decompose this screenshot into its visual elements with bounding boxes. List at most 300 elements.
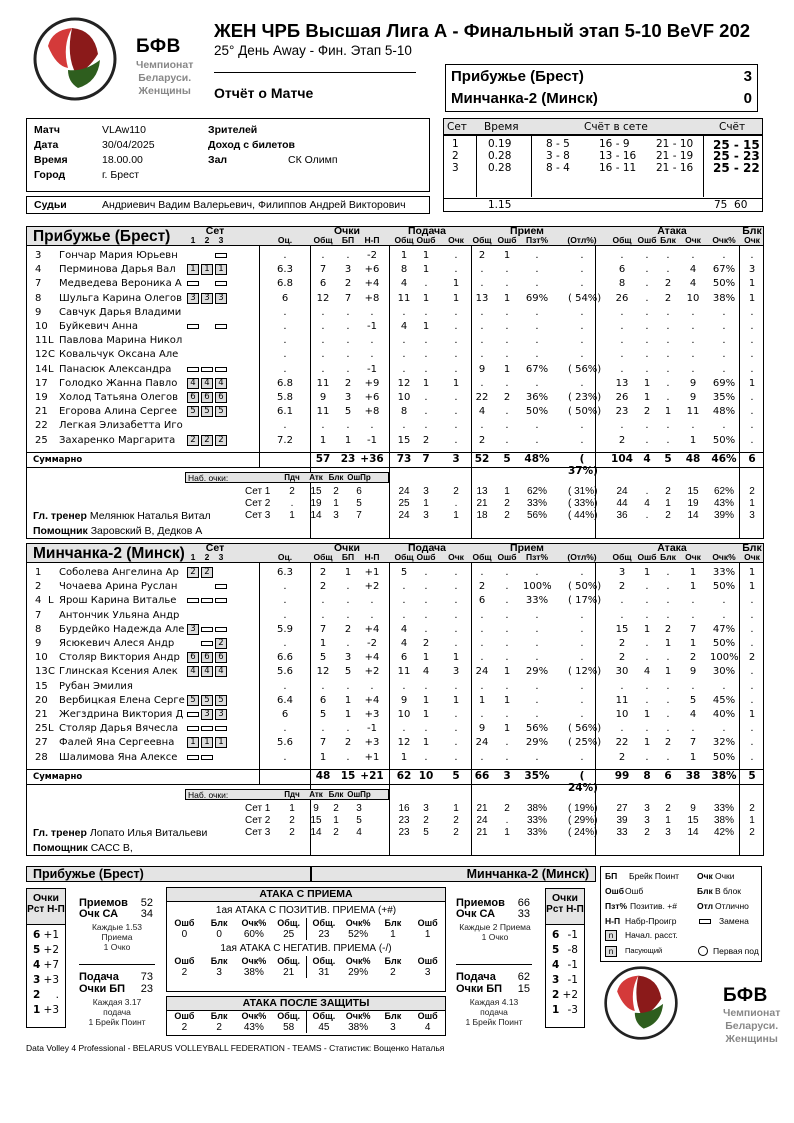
player-name: Антончик Ульяна Андр	[59, 609, 180, 621]
stat-cell: 2	[664, 278, 672, 290]
stat-cell: 1	[664, 666, 672, 678]
substitution-icon	[187, 726, 199, 731]
stat-cell: 2	[344, 278, 352, 290]
set-points-sub-header: Пдч	[284, 472, 300, 482]
attack-value: 4	[424, 1022, 431, 1033]
rotation-row	[31, 989, 63, 1004]
stat-cell: .	[321, 680, 325, 692]
stat-cell: .	[454, 581, 458, 593]
stat-cell: .	[321, 595, 325, 607]
starting-position-box: 2	[187, 435, 199, 446]
summary-cell: 8	[643, 769, 651, 782]
set-stat-cell: ( 31%)	[568, 485, 598, 497]
rotation-number: 6	[33, 929, 41, 941]
attack-col-header: Общ.	[277, 956, 300, 966]
player-row	[27, 320, 763, 334]
player-set-positions	[187, 595, 229, 606]
stat-cell: 11	[316, 377, 330, 389]
page-subtitle: 25° День Away - Фин. Этап 5-10	[214, 43, 412, 58]
rotation-header: Очки Рст Н-П	[27, 889, 65, 925]
stat-cell: 4	[643, 666, 651, 678]
attack-col-header: Ошб	[417, 1011, 438, 1021]
stat-cell: 1	[422, 292, 430, 304]
set-stat-cell: 24	[398, 485, 410, 497]
set-stat-cell: 15	[687, 485, 699, 497]
stat-cell: .	[505, 581, 509, 593]
assistant-coach	[33, 842, 133, 854]
substitution-icon	[187, 367, 199, 372]
stat-cell: 100%	[710, 652, 739, 664]
stat-cell: 1	[689, 638, 697, 649]
rotation-row	[550, 1004, 582, 1019]
stat-cell: 5.8	[277, 392, 293, 403]
stat-cell: .	[535, 638, 539, 649]
stat-cell: .	[535, 709, 539, 720]
rotation-plus-minus: -3	[567, 1004, 578, 1016]
rating-header: Оц.	[277, 235, 293, 245]
set-stat-cell: ( 19%)	[568, 802, 598, 814]
set-stat-cell: 1	[423, 497, 429, 509]
attack-value: 23	[306, 929, 341, 940]
stat-cell: .	[321, 349, 325, 361]
stat-cell: 24	[475, 737, 489, 749]
stat-cell: .	[620, 363, 624, 375]
stat-cell: .	[691, 349, 695, 361]
set-stat-cell: 23	[398, 814, 410, 826]
stat-cell: 2	[664, 623, 672, 635]
stat-cell: 2	[319, 567, 327, 578]
player-row	[27, 334, 763, 348]
stat-cell: .	[535, 609, 539, 621]
stat-cell: .	[505, 264, 509, 276]
logo-line-3: Женщины	[138, 85, 191, 97]
attack-col-header: Блк	[210, 956, 228, 966]
player-name: Соболева Ангелина Ар	[59, 567, 179, 578]
stat-cell: .	[505, 434, 509, 446]
summary-cell: ( 37%)	[568, 452, 598, 477]
stat-cell: 6.3	[277, 567, 293, 578]
player-row	[27, 722, 763, 736]
date-value: 30/04/2025	[102, 139, 155, 151]
player-role: L	[48, 335, 54, 347]
rotation-row	[550, 959, 582, 974]
starting-position-box: 1	[201, 737, 213, 748]
stat-cell: .	[666, 567, 670, 578]
stat-cell: .	[645, 349, 649, 361]
substitution-icon	[215, 726, 227, 731]
stat-cell: .	[666, 250, 670, 261]
logo-abbr: БФВ	[723, 985, 768, 1006]
set-label: Сет 3	[245, 826, 271, 838]
stat-cell: 4	[422, 666, 430, 678]
set-stat-cell: 1	[504, 485, 510, 497]
attack-value: 21	[283, 967, 295, 978]
player-set-positions	[187, 420, 229, 431]
set-stat-cell: 42%	[713, 826, 734, 838]
player-row	[27, 419, 763, 433]
starting-position-box: 6	[215, 392, 227, 403]
stat-cell: ( 23%)	[568, 392, 602, 403]
stat-cell: .	[454, 392, 458, 403]
stat-cell: .	[283, 723, 287, 735]
player-name: Ясюкевич Алеся Андр	[59, 638, 175, 649]
stat-cell: .	[454, 306, 458, 318]
player-role: L	[48, 363, 54, 375]
player-row	[27, 580, 763, 594]
stat-cell: 6.4	[277, 694, 293, 706]
player-set-positions	[187, 567, 229, 578]
attack-from-reception-box	[166, 887, 446, 992]
points-sub-header: БП	[341, 552, 355, 562]
stat-cell: .	[645, 751, 649, 763]
stat-cell: .	[454, 406, 458, 418]
stat-cell: +8	[364, 406, 380, 418]
stat-cell: +3	[364, 709, 380, 720]
set-points-cell: 2	[333, 802, 339, 814]
set-stat-cell: 1	[749, 497, 755, 509]
stat-cell: 10	[397, 392, 411, 403]
stat-cell: .	[402, 723, 406, 735]
away-team-name: Минчанка-2 (Минск)	[451, 90, 598, 107]
set-stat-cell: 39%	[713, 509, 734, 521]
summary-cell: 4	[643, 452, 651, 465]
set-stat-cell: 1	[665, 497, 671, 509]
player-set-positions	[187, 581, 229, 592]
stat-cell: +8	[364, 292, 380, 304]
stat-cell: .	[505, 652, 509, 664]
rotation-number: 4	[33, 959, 41, 971]
stat-cell: 2	[503, 392, 511, 403]
divider	[214, 72, 416, 73]
stat-cell: .	[454, 420, 458, 432]
stat-cell: 35%	[712, 392, 736, 403]
stat-cell: .	[346, 638, 350, 649]
stat-cell: .	[580, 652, 584, 664]
player-set-positions	[187, 378, 229, 389]
set-stat-cell: 44	[616, 497, 628, 509]
player-name: Шалимова Яна Алексе	[59, 751, 178, 763]
match-value: VLAw110	[102, 124, 146, 136]
stat-cell: .	[321, 609, 325, 621]
stat-cell: .	[535, 751, 539, 763]
stat-cell: .	[580, 751, 584, 763]
attack-value: 31	[306, 967, 341, 978]
set-stat-cell: 2	[665, 509, 671, 521]
stat-cell: .	[620, 609, 624, 621]
starting-position-box: 1	[201, 264, 213, 275]
set-stat-cell: 39	[616, 814, 628, 826]
rotation-number: 2	[33, 989, 41, 1001]
stat-cell: .	[666, 652, 670, 664]
set-stat-cell: 38%	[526, 802, 547, 814]
player-name: Буйкевич Анна	[59, 321, 138, 332]
player-row	[27, 609, 763, 623]
rotation-number: 2	[552, 989, 560, 1001]
player-number: 8	[35, 292, 42, 304]
final-score-box	[445, 64, 758, 112]
starting-position-box: 5	[187, 695, 199, 706]
stat-cell: .	[454, 363, 458, 375]
stat-cell: 9	[319, 392, 327, 403]
stat-cell: .	[535, 623, 539, 635]
stat-cell: +3	[364, 737, 380, 749]
stat-cell: 1	[400, 751, 408, 763]
stat-cell: 23	[615, 406, 629, 418]
stat-cell: .	[722, 250, 726, 261]
summary-cell: 66	[474, 769, 490, 782]
stat-cell: 5	[344, 666, 352, 678]
stat-cell: .	[454, 680, 458, 692]
stat-cell: .	[346, 306, 350, 318]
stat-cell: .	[505, 567, 509, 578]
stat-cell: 1	[503, 292, 511, 304]
stat-cell: .	[580, 377, 584, 389]
player-row	[27, 708, 763, 722]
stat-cell: 5.6	[277, 666, 293, 678]
attack-value: 2	[216, 1022, 222, 1033]
set-points-sub-header: Блк	[328, 789, 344, 799]
serve-header: Подача	[407, 542, 446, 554]
player-set-positions	[187, 278, 229, 289]
player-name: Столяр Дарья Вячесла	[59, 723, 179, 735]
player-row	[27, 249, 763, 263]
stat-cell: 29%	[525, 666, 549, 678]
stat-cell: 8	[618, 278, 626, 290]
player-number: 20	[35, 694, 48, 706]
set-points-cell: 2	[333, 485, 339, 497]
attack-header: Атака	[657, 542, 687, 554]
stat-cell: .	[424, 723, 428, 735]
stat-cell: .	[346, 335, 350, 347]
stat-cell: .	[370, 609, 374, 621]
set-stat-cell: ( 24%)	[568, 826, 598, 838]
stat-cell: 33%	[525, 595, 549, 607]
set-points-cell: 6	[356, 485, 362, 497]
stat-cell: .	[454, 751, 458, 763]
stat-cell: .	[580, 306, 584, 318]
set-stat-cell: 2	[749, 485, 755, 497]
summary-cell: +21	[360, 769, 384, 782]
rotation-row	[31, 1004, 63, 1019]
stat-cell: .	[283, 680, 287, 692]
player-number: 1	[35, 567, 42, 578]
match-info-box	[26, 118, 430, 192]
stat-cell: 1	[689, 581, 697, 593]
rotation-number: 1	[33, 1004, 41, 1016]
stat-cell: .	[283, 609, 287, 621]
player-number: 21	[35, 709, 48, 720]
stat-cell: .	[346, 751, 350, 763]
stat-cell: +4	[364, 278, 380, 290]
stat-cell: 1	[503, 363, 511, 375]
set-points-cell: 14	[310, 826, 322, 838]
player-row	[27, 623, 763, 637]
player-number: 4	[35, 595, 42, 607]
rotation-number: 3	[33, 974, 41, 986]
match-label: Матч	[34, 124, 60, 136]
attack-col-header: Блк	[384, 1011, 402, 1021]
home-sets-won: 3	[743, 68, 752, 85]
player-set-positions	[187, 610, 229, 621]
player-set-positions	[187, 406, 229, 417]
stat-cell: 24	[475, 666, 489, 678]
stat-cell: .	[620, 723, 624, 735]
stat-cell: .	[750, 609, 754, 621]
stat-cell: .	[480, 264, 484, 276]
set-points-cell: 15	[310, 814, 322, 826]
serve-sub-header: Общ	[394, 235, 414, 245]
stat-cell: 4	[400, 623, 408, 635]
stat-cell: .	[580, 609, 584, 621]
attack-value: 60%	[243, 929, 264, 940]
stat-cell: .	[645, 420, 649, 432]
stat-cell: 9	[478, 363, 486, 375]
rotation-number: 1	[552, 1004, 560, 1016]
substitution-icon	[187, 712, 199, 717]
stat-cell: -1	[367, 434, 377, 446]
stat-cell: .	[480, 680, 484, 692]
set-stat-cell: ( 33%)	[568, 497, 598, 509]
starting-position-box: 4	[187, 378, 199, 389]
col-score: Счёт	[719, 121, 746, 133]
player-set-positions	[187, 364, 229, 375]
player-set-positions	[187, 349, 229, 360]
starting-position-box: 3	[215, 293, 227, 304]
attack-sub-header: Ошб	[637, 552, 657, 562]
stat-cell: 5.6	[277, 737, 293, 749]
reception-sub-header: (Отл%)	[567, 552, 597, 562]
player-row	[27, 405, 763, 419]
summary-label: Суммарно	[33, 454, 83, 465]
player-number: 17	[35, 377, 48, 389]
starting-position-box: 3	[201, 709, 213, 720]
set-stat-cell: 2	[453, 485, 459, 497]
set-stat-cell: .	[454, 497, 458, 509]
city-label: Город	[34, 169, 66, 181]
player-name: Вербицкая Елена Серге	[59, 694, 185, 706]
serve-sub-header: Очк	[448, 235, 464, 245]
stat-cell: .	[620, 595, 624, 607]
stat-cell: 100%	[523, 581, 552, 593]
attack-col-header: Очк%	[345, 1011, 371, 1021]
player-name: Захаренко Маргарита	[59, 434, 176, 446]
attack-value: 38%	[348, 1022, 369, 1033]
stat-cell: .	[722, 420, 726, 432]
attack-defense-headers	[167, 1011, 445, 1022]
summary-cell: 5	[503, 452, 511, 465]
stat-cell: 7	[689, 737, 697, 749]
stat-cell: .	[580, 434, 584, 446]
starting-position-box: 6	[201, 652, 213, 663]
time-value: 18.00.00	[102, 154, 143, 166]
stat-cell: .	[535, 680, 539, 692]
stat-cell: 45%	[712, 694, 736, 706]
report-label: Отчёт о Матче	[214, 85, 314, 101]
summary-cell: 23	[340, 452, 356, 465]
attack-sub-header: Ошб	[637, 235, 657, 245]
rotation-row	[550, 929, 582, 944]
stat-cell: 1	[503, 666, 511, 678]
stat-cell: 7.2	[277, 434, 293, 446]
col-time: Время	[484, 121, 519, 133]
set-stat-cell: 21	[476, 802, 488, 814]
stat-cell: 2	[748, 652, 756, 664]
bfv-logo-icon	[603, 965, 679, 1041]
stat-cell: 47%	[712, 623, 736, 635]
stat-cell: .	[750, 420, 754, 432]
set-stat-cell: 33%	[713, 802, 734, 814]
stat-cell: .	[283, 420, 287, 432]
player-name: Павлова Марина Никол	[59, 335, 183, 347]
player-set-positions	[187, 737, 229, 748]
stat-cell: .	[321, 723, 325, 735]
stat-cell: 13	[615, 377, 629, 389]
stat-cell: +4	[364, 652, 380, 664]
summary-cell: 99	[614, 769, 630, 782]
stat-cell: 12	[316, 666, 330, 678]
set-number: 1	[190, 552, 196, 562]
stat-cell: -2	[367, 250, 377, 261]
referees-box	[26, 196, 430, 214]
stat-cell: 2	[319, 581, 327, 593]
starting-position-box: 1	[215, 264, 227, 275]
stat-cell: 2	[478, 434, 486, 446]
rotation-plus-minus: -1	[567, 974, 578, 986]
stat-cell: -1	[367, 321, 377, 332]
player-name: Медведева Вероника А	[59, 278, 182, 290]
stat-cell: .	[454, 264, 458, 276]
stat-cell: .	[580, 278, 584, 290]
stat-cell: .	[722, 723, 726, 735]
stat-cell: 22	[615, 737, 629, 749]
stat-cell: 1	[503, 723, 511, 735]
head-coach	[33, 510, 211, 522]
attack-value: 1	[390, 929, 396, 940]
stat-cell: 2	[618, 434, 626, 446]
points-sub-header: Н-П	[364, 235, 380, 245]
set-stat-cell: 21	[476, 497, 488, 509]
summary-cell: 46%	[711, 452, 737, 465]
player-set-positions	[187, 723, 229, 734]
stat-cell: .	[321, 335, 325, 347]
stat-cell: .	[505, 609, 509, 621]
stat-cell: .	[454, 349, 458, 361]
stat-cell: .	[691, 609, 695, 621]
stat-cell: .	[535, 349, 539, 361]
stat-cell: .	[480, 751, 484, 763]
set-points-cell: 9	[313, 802, 319, 814]
player-set-positions	[187, 264, 229, 275]
stat-cell: 9	[689, 377, 697, 389]
assistant-label: Помощник	[33, 841, 88, 854]
stat-cell: .	[480, 349, 484, 361]
attack-col-header: Ошб	[417, 956, 438, 966]
stat-cell: .	[580, 321, 584, 332]
total-points: 75 60	[714, 199, 748, 211]
attack-col-header: Очк%	[345, 956, 371, 966]
stat-cell: 2	[643, 406, 651, 418]
head-coach-name: Мелянюк Наталья Витал	[89, 509, 211, 522]
stat-cell: 6	[400, 652, 408, 664]
starting-position-box: 3	[187, 624, 199, 635]
set-points-cell: 19	[310, 497, 322, 509]
stat-cell: .	[505, 349, 509, 361]
serve-header: Подача	[407, 225, 446, 237]
rating-header: Оц.	[277, 552, 293, 562]
rotation-row	[31, 929, 63, 944]
set-label: Сет 1	[245, 485, 271, 497]
player-row	[27, 651, 763, 665]
